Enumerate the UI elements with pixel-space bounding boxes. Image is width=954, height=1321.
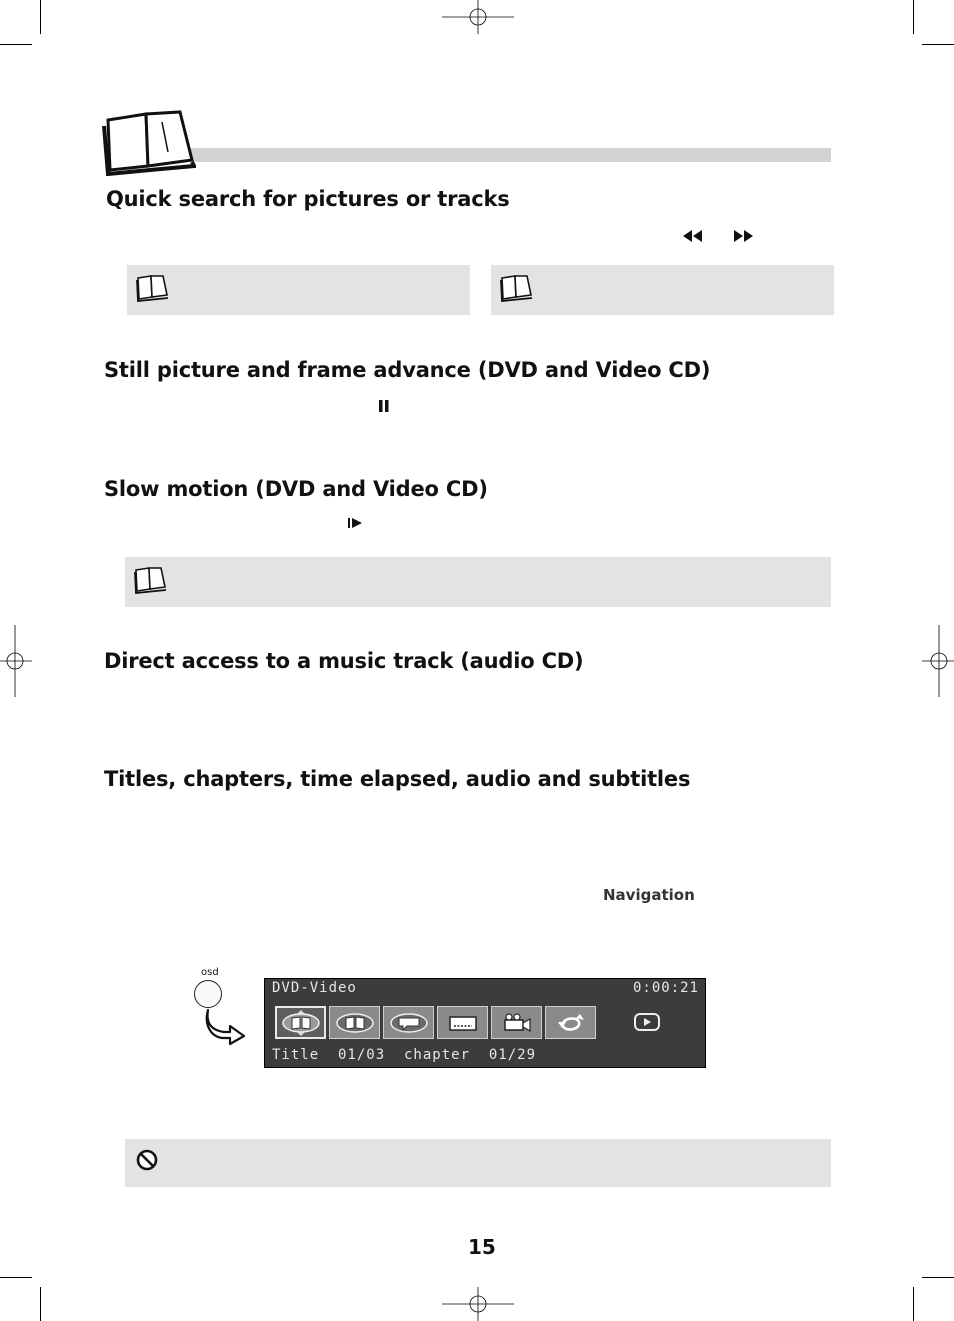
registration-mark-right	[922, 625, 954, 697]
open-book-icon	[100, 108, 196, 176]
open-book-icon	[135, 274, 169, 302]
note-box-right	[491, 265, 834, 315]
curved-arrow-icon	[204, 1008, 248, 1046]
osd-time-elapsed: 0:00:21	[632, 980, 699, 996]
section-heading-quick-search: Quick search for pictures or tracks	[106, 187, 510, 211]
repeat-icon[interactable]	[545, 1006, 596, 1039]
subtitle-icon[interactable]	[437, 1006, 488, 1039]
note-box-slow-motion	[125, 557, 831, 607]
section-heading-titles-chapters: Titles, chapters, time elapsed, audio and subtitles	[104, 767, 691, 791]
camera-angle-icon[interactable]	[491, 1006, 542, 1039]
rewind-icon	[682, 229, 704, 243]
osd-status-line: Title 01/03 chapter 01/29	[272, 1047, 537, 1063]
play-icon[interactable]	[633, 1012, 661, 1032]
osd-button-label: osd	[201, 967, 219, 978]
osd-screen	[264, 978, 706, 1068]
osd-button[interactable]	[194, 980, 222, 1008]
page-number: 15	[468, 1235, 496, 1259]
navigation-label: Navigation	[603, 886, 695, 904]
osd-disc-type: DVD-Video	[272, 980, 357, 996]
audio-speech-icon[interactable]	[383, 1006, 434, 1039]
section-header-bar	[180, 148, 831, 162]
warning-box	[125, 1139, 831, 1187]
no-entry-icon	[136, 1149, 158, 1171]
registration-mark-bottom	[442, 1287, 514, 1321]
registration-mark-left	[0, 625, 32, 697]
pause-icon	[378, 399, 390, 413]
chapter-book-icon[interactable]	[329, 1006, 380, 1039]
section-heading-direct-access: Direct access to a music track (audio CD)	[104, 649, 584, 673]
title-book-icon[interactable]	[275, 1006, 326, 1039]
section-heading-slow-motion: Slow motion (DVD and Video CD)	[104, 477, 488, 501]
open-book-icon	[499, 274, 533, 302]
open-book-icon	[133, 566, 167, 594]
registration-mark-top	[442, 0, 514, 36]
fast-forward-icon	[733, 229, 755, 243]
slow-motion-icon	[347, 516, 363, 530]
section-heading-still-picture: Still picture and frame advance (DVD and Video CD)	[104, 358, 711, 382]
note-box-left	[127, 265, 470, 315]
